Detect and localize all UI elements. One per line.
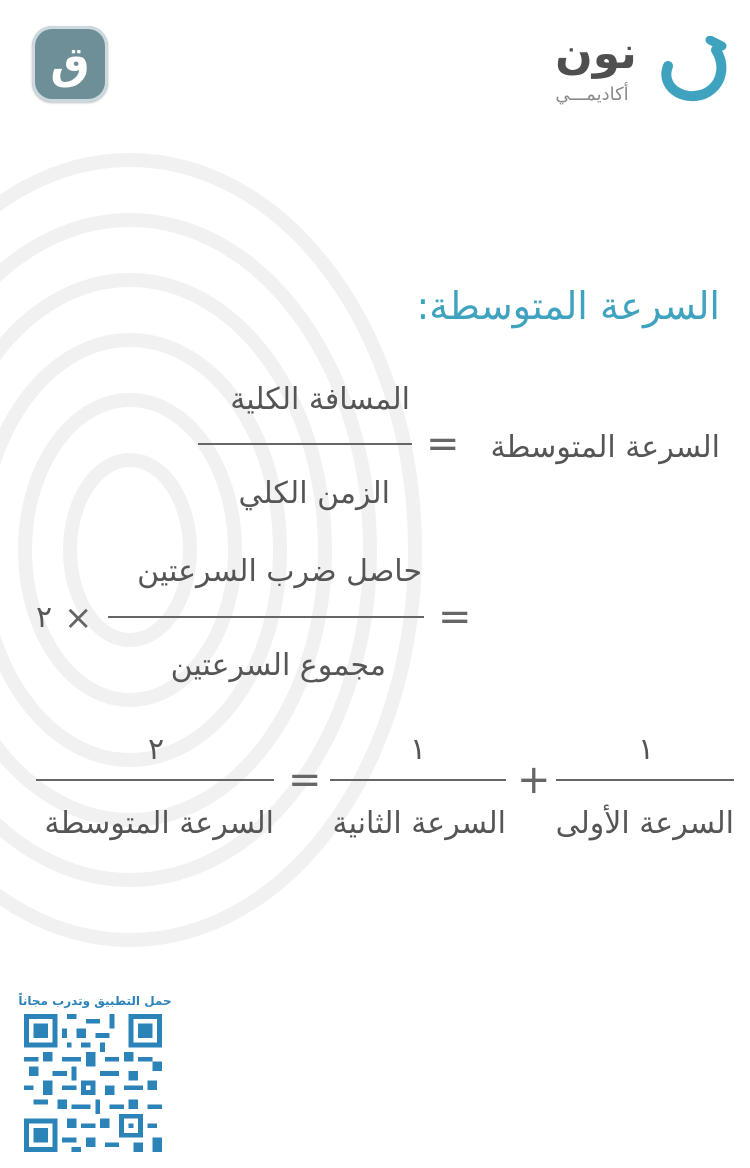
formula1-lhs: السرعة المتوسطة xyxy=(490,430,720,465)
formula2-factor: ٢ xyxy=(36,600,53,635)
brand-name: نون xyxy=(555,28,637,79)
qr-code-icon[interactable] xyxy=(24,1014,162,1152)
noon-logo-icon xyxy=(652,36,728,106)
formula3-result-denominator: السرعة المتوسطة xyxy=(44,806,274,841)
app-badge[interactable] xyxy=(32,26,108,102)
formula3-term1-numerator: ١ xyxy=(638,732,655,767)
formula3-result-numerator: ٢ xyxy=(148,732,165,767)
formula2-denominator: مجموع السرعتين xyxy=(170,648,386,683)
formula2-numerator: حاصل ضرب السرعتين xyxy=(137,554,422,589)
formula2-times: × xyxy=(64,598,93,638)
formula1-fraction-bar xyxy=(198,443,412,445)
formula1-equals: = xyxy=(426,421,460,467)
formula3-term1-bar xyxy=(556,779,734,781)
page-title: السرعة المتوسطة: xyxy=(416,284,720,328)
formula3-term2-numerator: ١ xyxy=(410,732,427,767)
formula3-equals: = xyxy=(288,757,322,803)
formula3-term2-denominator: السرعة الثانية xyxy=(332,806,506,841)
formula3-term2-bar xyxy=(330,779,506,781)
formula1-denominator: الزمن الكلي xyxy=(238,476,390,511)
formula2-equals: = xyxy=(438,594,472,640)
formula3-plus: + xyxy=(517,757,551,803)
qr-caption: حمل التطبيق وتدرب مجاناً xyxy=(18,994,172,1008)
badge-letter: ق xyxy=(50,38,90,89)
formula3-result-bar xyxy=(36,779,274,781)
brand-subtitle: أكاديمـــي xyxy=(555,84,629,105)
formula1-numerator: المسافة الكلية xyxy=(230,382,410,417)
formula3-term1-denominator: السرعة الأولى xyxy=(555,806,734,841)
formula2-fraction-bar xyxy=(108,616,424,618)
